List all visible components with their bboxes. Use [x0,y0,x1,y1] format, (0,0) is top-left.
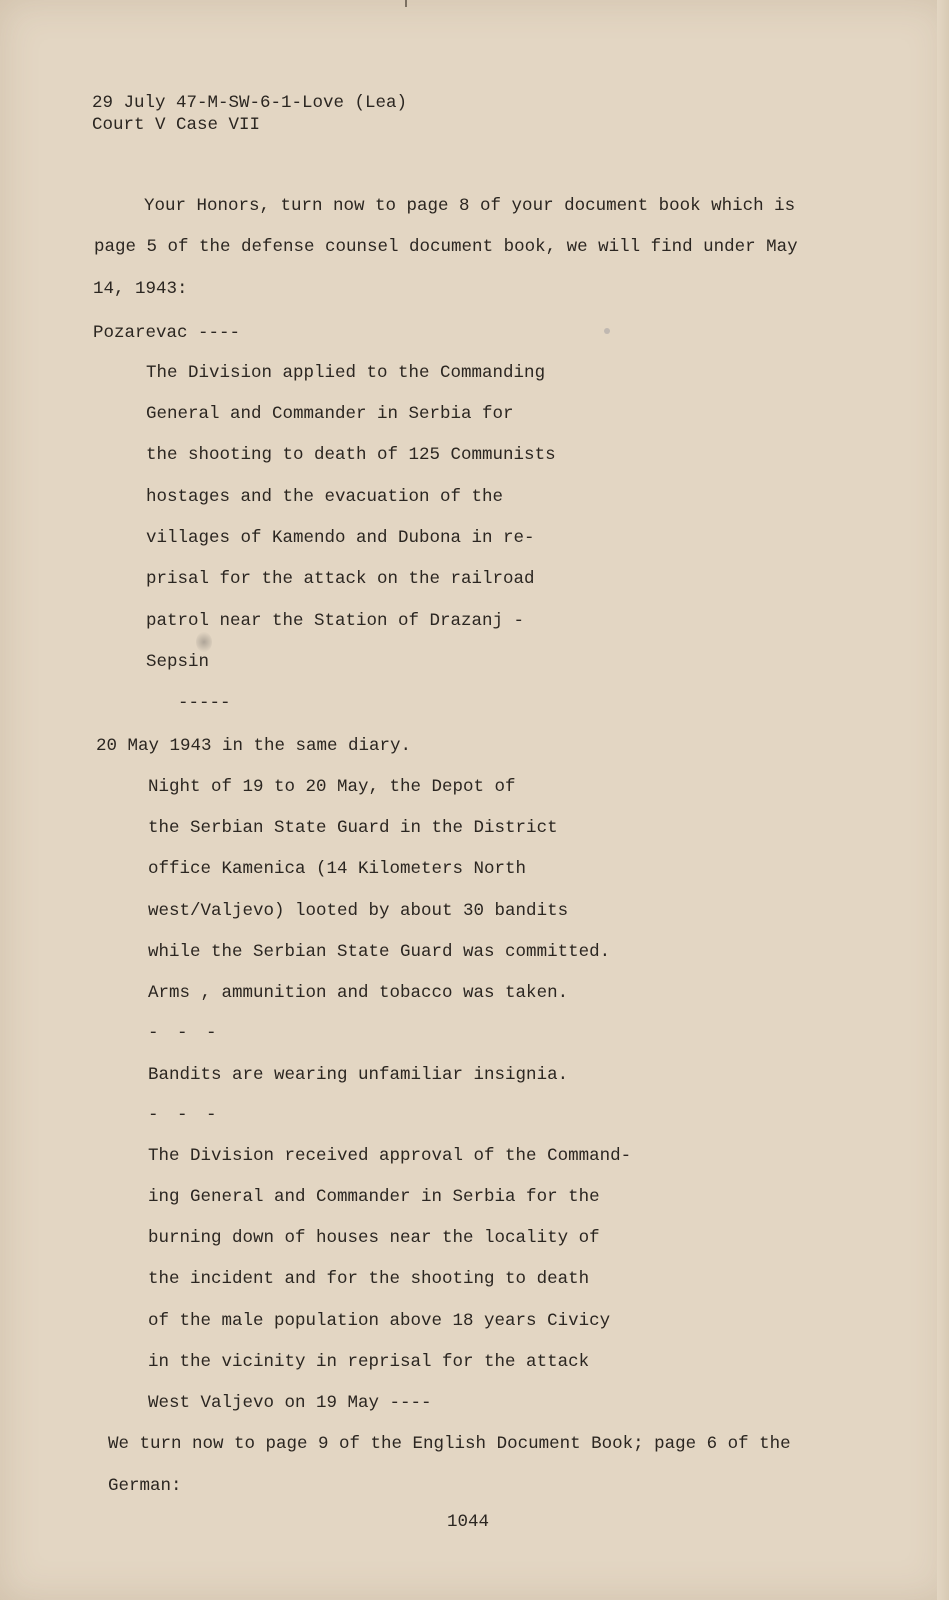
separator: - - - [148,1105,221,1125]
separator: - - - [148,1023,221,1043]
intro-line: page 5 of the defense counsel document book, we will find under May [94,237,798,257]
quote-line: in the vicinity in reprisal for the attack [148,1352,590,1372]
quote-line: ing General and Commander in Serbia for the [148,1187,600,1207]
paper-mark [405,0,407,7]
quote-line: General and Commander in Serbia for [146,404,514,424]
quote-line: the incident and for the shooting to death [148,1269,590,1289]
quote-line: patrol near the Station of Drazanj - [146,611,525,631]
page-number: 1044 [447,1512,490,1532]
place-heading: Pozarevac ---- [93,323,241,343]
quote-line: Night of 19 to 20 May, the Depot of [148,777,516,797]
separator: ----- [178,693,231,713]
page-edge-shadow [937,0,949,1600]
closing-line: We turn now to page 9 of the English Document Book; page 6 of the [108,1434,791,1454]
date-heading: 20 May 1943 in the same diary. [96,736,412,756]
quote-line: of the male population above 18 years Civicy [148,1311,611,1331]
quote-line: prisal for the attack on the railroad [146,569,535,589]
paper-speck [604,328,610,334]
intro-line: Your Honors, turn now to page 8 of your document book which is [144,196,796,216]
intro-line: 14, 1943: [93,279,188,299]
closing-line: German: [108,1476,182,1496]
quote-line: The Division received approval of the Command- [148,1146,632,1166]
quote-line: burning down of houses near the locality of [148,1228,600,1248]
quote-line: West Valjevo on 19 May ---- [148,1393,432,1413]
quote-line: hostages and the evacuation of the [146,487,504,507]
quote-line: while the Serbian State Guard was committed. [148,942,611,962]
quote-line: Bandits are wearing unfamiliar insignia. [148,1065,569,1085]
quote-line: the Serbian State Guard in the District [148,818,558,838]
header-court-line: Court V Case VII [92,115,261,135]
ink-blot [196,632,212,652]
quote-line: Sepsin [146,652,210,672]
quote-line: the shooting to death of 125 Communists [146,445,556,465]
quote-line: Arms , ammunition and tobacco was taken. [148,983,569,1003]
quote-line: office Kamenica (14 Kilometers North [148,859,527,879]
quote-line: The Division applied to the Commanding [146,363,546,383]
header-session-line: 29 July 47-M-SW-6-1-Love (Lea) [92,93,408,113]
quote-line: west/Valjevo) looted by about 30 bandits [148,901,569,921]
quote-line: villages of Kamendo and Dubona in re- [146,528,535,548]
